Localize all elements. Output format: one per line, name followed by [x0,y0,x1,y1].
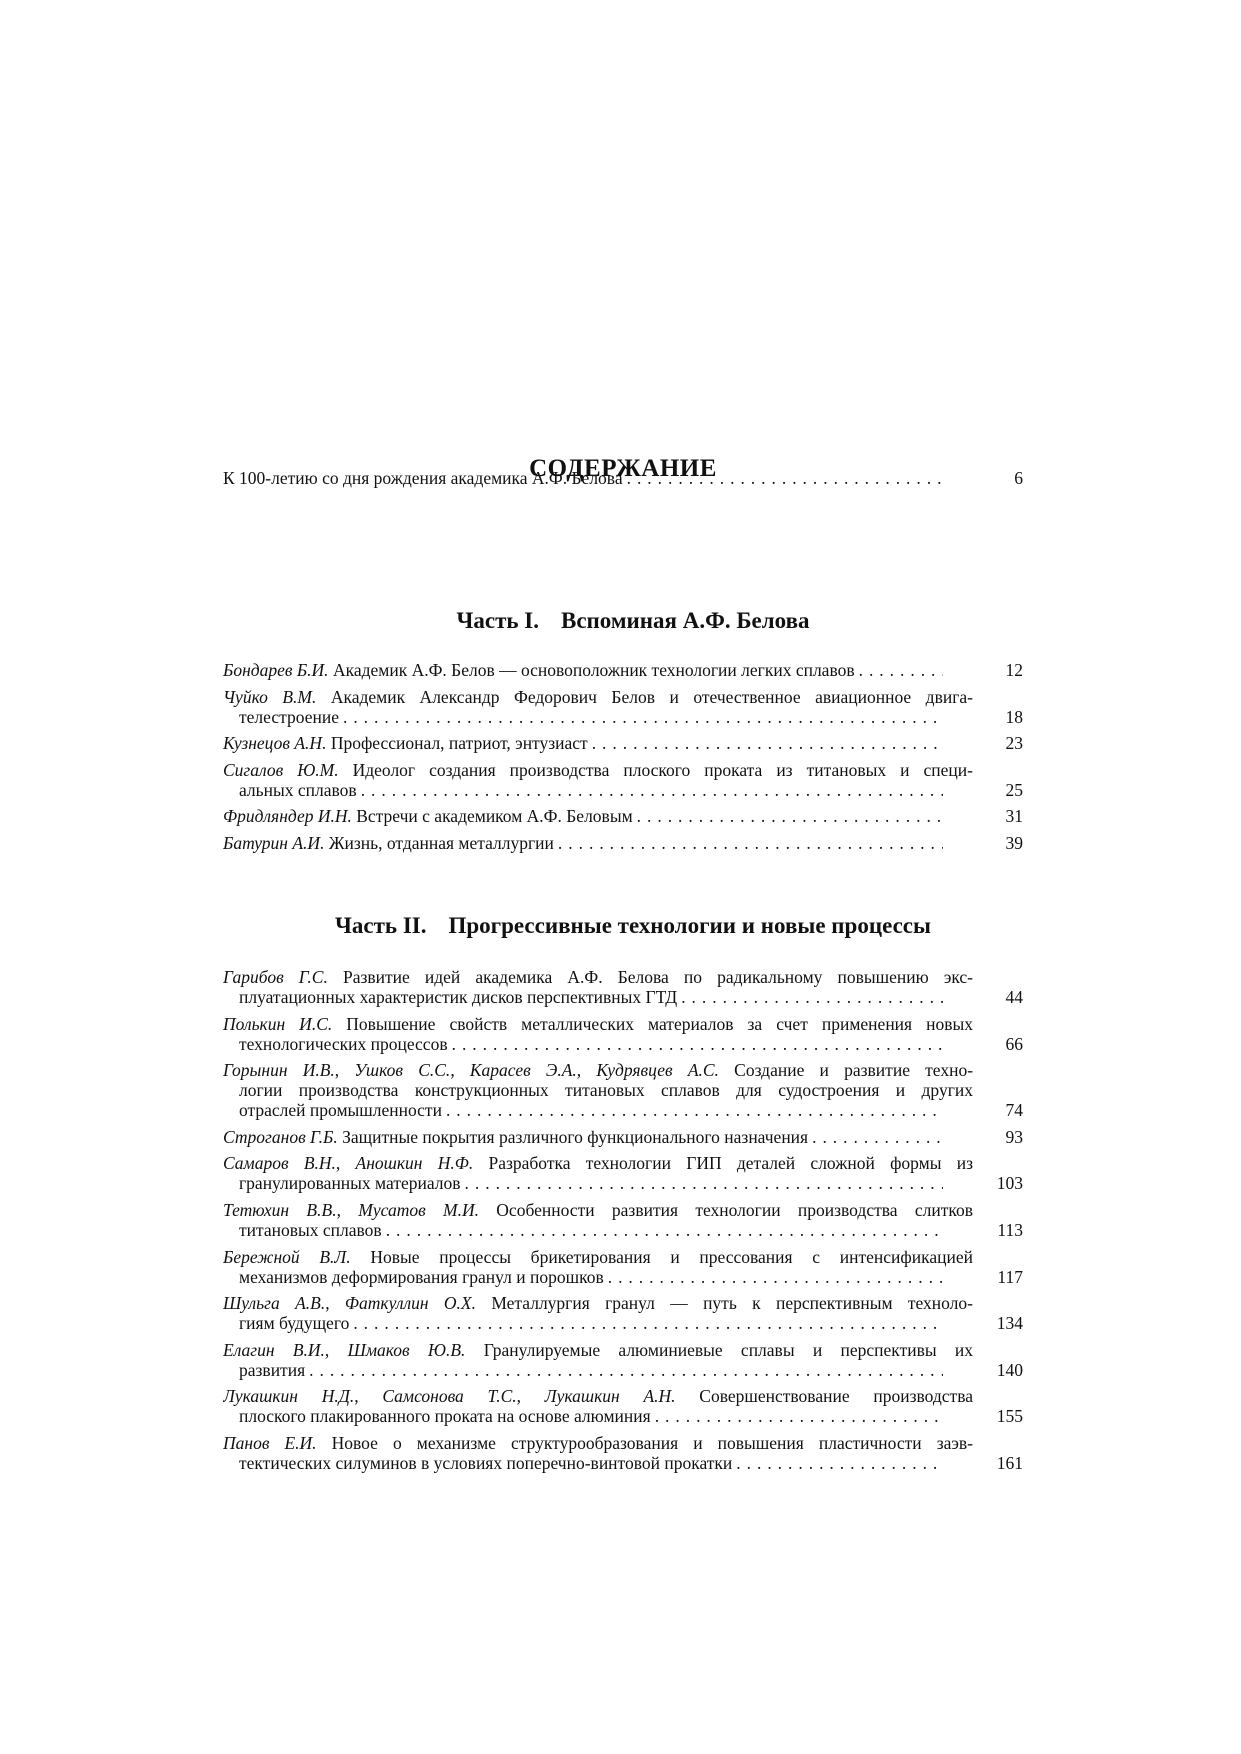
author-name: Сигалов Ю.М. [223,759,339,780]
entry-text [239,707,339,727]
page-number: 6 [1014,468,1023,488]
toc-entry[interactable] [223,687,1023,727]
entry-last-line [223,1100,1023,1120]
entry-title-line: телестроение [239,706,339,727]
entry-last-line [223,707,1023,727]
entry-last-line [223,780,1023,800]
part-heading-2 [223,913,1043,939]
page-number: 66 [1005,1033,1023,1054]
page-number: 74 [1005,1100,1023,1121]
entry-text [223,806,633,826]
page-number: 44 [1005,987,1023,1007]
author-name: Самаров В.Н. [223,1153,336,1174]
entry-text [223,733,588,753]
entry-title-line: плуатационных характеристик дисков перспективных ГТД [239,987,678,1007]
page-number: 103 [996,1173,1023,1194]
part-2-entries [223,967,1023,1480]
entry-title-line: Встречи с академиком А.Ф. Беловым [356,806,633,827]
entry-title-line: гранулированных материалов [239,1173,461,1194]
entry-title-line: Повышение свойств металлических материалов за счет применения новых [346,1013,973,1034]
page-number: 18 [1005,706,1023,727]
entry-text [239,1453,732,1473]
toc-entry[interactable] [223,833,1023,853]
entry-text [239,1360,305,1380]
dot-leader [677,987,943,1007]
author-name: Бондарев Б.И. [223,660,329,680]
entry-title-line: гиям будущего [239,1313,350,1334]
page-number: 140 [996,1359,1023,1380]
entry-title-line: Совершенствование производства [699,1386,973,1407]
entry-title-line: Гранулируемые алюминиевые сплавы и перспективы их [483,1339,973,1360]
entry-last-line [223,833,1023,853]
entry-last-line [223,1360,1023,1380]
dot-leader [808,1127,943,1147]
dot-leader [442,1100,943,1120]
entry-last-line [223,987,1023,1007]
entry-first-line [223,1247,973,1267]
dot-leader [855,660,943,680]
page-number: 161 [996,1452,1023,1473]
entry-middle-line [223,1080,973,1100]
dot-leader [588,733,943,753]
entry-last-line [223,1173,1023,1193]
page-title: СОДЕРЖАНИЕ [529,455,717,482]
author-name: Аношкин Н.Ф. [355,1153,474,1174]
entry-title-line: Создание и развитие техно- [734,1060,973,1081]
dot-leader [732,1453,943,1473]
page-number: 25 [1005,779,1023,800]
entry-last-line [223,1220,1023,1240]
entry-title-line: Особенности развития технологии производства слитков [496,1199,973,1220]
intro-entry[interactable] [223,468,1023,488]
entry-title-line: Развитие идей академика А.Ф. Белова по радикальному повышению экс- [342,967,973,987]
entry-last-line [223,660,1023,680]
entry-last-line [223,1127,1023,1147]
entry-text [223,833,554,853]
toc-entry[interactable] [223,1247,1023,1287]
toc-entry[interactable] [223,1386,1023,1426]
dot-leader [633,806,943,826]
author-name: Тетюхин В.В. [223,1199,337,1220]
entry-first-line [223,967,973,987]
toc-entry[interactable] [223,760,1023,800]
entry-title-line: логии производства конструкционных титановых сплавов для судостроения и других [239,1080,973,1101]
page-number: 113 [997,1219,1023,1240]
entry-title-line: Новые процессы брикетирования и прессования с интенсификацией [370,1246,973,1267]
dot-leader [651,1406,943,1426]
dot-leader [339,707,943,727]
author-name: Елагин В.И. [223,1339,325,1360]
entry-title-line: тектических силуминов в условиях поперечно-винтовой прокатки [239,1452,733,1473]
part-heading-1 [223,608,1043,634]
part-number: Часть II. [335,913,427,938]
entry-title: К 100-летию со дня рождения академика А.Ф. Белова [223,468,623,488]
page-number: 39 [1005,832,1023,853]
entry-first-line [223,760,973,780]
entry-last-line [223,1406,1023,1426]
entry-title-line: Металлургия гранул — путь к перспективным техноло- [491,1293,973,1314]
entry-first-line: Горынин И.В., Ушков С.С., Карасев Э.А., Кудрявцев А.С. Создание и развитие техно- [223,1060,973,1081]
entry-first-line: Лукашкин Н.Д., Самсонова Т.С., Лукашкин А.Н. Совершенствование производства [223,1386,973,1407]
entry-title-line: развития [239,1359,306,1380]
author-name: Лукашкин Н.Д. [223,1386,355,1407]
entry-first-line: Тетюхин В.В., Мусатов М.И. Особенности развития технологии производства слитков [223,1199,973,1220]
author-name: Шмаков Ю.В. [347,1339,466,1360]
entry-title-line: Жизнь, отданная металлургии [328,832,554,853]
author-name: Кудрявцев А.С. [596,1060,719,1081]
entry-title-line: отраслей промышленности [239,1100,442,1121]
toc-entry[interactable] [223,660,1023,680]
page-number: 93 [1005,1126,1023,1147]
author-name: Фаткуллин О.Х. [344,1293,476,1314]
entry-title-line: Разработка технологии ГИП деталей сложной формы из [488,1153,973,1174]
entry-text [239,987,677,1007]
entry-title-line: титановых сплавов [239,1219,382,1240]
entry-title-line: альных сплавов [239,779,357,800]
entry-title-line: Идеолог создания производства плоского проката из титановых и специ- [352,759,973,780]
page-number: 117 [997,1266,1023,1287]
author-name: Панов Е.И. [223,1432,317,1453]
entry-text [239,780,357,800]
entry-title-line: Новое о механизме структурообразования и повышения пластичности заэв- [331,1432,973,1453]
entry-first-line: Елагин В.И., Шмаков Ю.В. Гранулируемые алюминиевые сплавы и перспективы их [223,1339,973,1360]
toc-entry[interactable] [223,1293,1023,1333]
page-number: 155 [996,1406,1023,1427]
entry-text [223,1127,808,1147]
page-number: 31 [1005,806,1023,827]
author-name: Строганов Г.Б. [223,1126,338,1147]
dot-leader [357,780,943,800]
entry-text [239,1313,349,1333]
dot-leader [554,833,943,853]
author-name: Кузнецов А.Н. [223,733,327,754]
dot-leader [305,1360,943,1380]
author-name: Горынин И.В. [223,1060,335,1081]
entry-text [239,1173,461,1193]
toc-entry[interactable] [223,1060,1023,1120]
entry-last-line [223,1034,1023,1054]
entry-text [239,1267,604,1287]
toc-entry[interactable] [223,806,1023,826]
entry-title-line: Профессионал, патриот, энтузиаст [330,733,588,754]
part-name: Вспоминая А.Ф. Белова [560,608,810,633]
entry-text [239,1406,651,1426]
dot-leader [461,1173,943,1193]
author-name: Полькин И.С. [223,1013,333,1034]
entry-text [223,660,855,680]
entry-title-line: Академик Александр Федорович Белов и отечественное авиационное двига- [330,686,973,707]
entry-first-line: Шульга А.В., Фаткуллин О.Х. Металлургия гранул — путь к перспективным техноло- [223,1293,973,1314]
entry-text [239,1100,442,1120]
entry-first-line [223,1433,973,1453]
toc-entry[interactable] [223,1200,1023,1240]
entry-title-line: механизмов деформирования гранул и порошков [239,1266,604,1287]
dot-leader [623,468,943,488]
dot-leader [604,1267,943,1287]
page-number: 12 [1005,660,1023,680]
entry-last-line [223,1267,1023,1287]
part-1-entries [223,660,1023,860]
entry-first-line: Самаров В.Н., Аношкин Н.Ф. Разработка технологии ГИП деталей сложной формы из [223,1153,973,1174]
entry-text [239,1034,448,1054]
entry-first-line [223,687,973,707]
author-name: Гарибов Г.С. [223,967,328,987]
toc-entry[interactable] [223,1340,1023,1380]
toc-entry[interactable] [223,967,1023,1007]
entry-title-line: Защитные покрытия различного функционального назначения [342,1126,809,1147]
toc-entry[interactable] [223,1153,1023,1193]
author-name: Самсонова Т.С. [382,1386,517,1407]
toc-entry[interactable] [223,1014,1023,1054]
entry-last-line [223,1453,1023,1473]
page-number: 134 [996,1313,1023,1334]
entry-title-line: технологических процессов [239,1033,448,1054]
dot-leader [382,1220,943,1240]
author-name: Чуйко В.М. [223,686,317,707]
entry-last-line [223,1313,1023,1333]
page-number: 23 [1005,733,1023,754]
entry-first-line [223,1014,973,1034]
part-name: Прогрессивные технологии и новые процессы [448,913,931,938]
author-name: Лукашкин А.Н. [544,1386,676,1407]
entry-text [239,1220,382,1240]
toc-entry[interactable] [223,733,1023,753]
author-name: Бережной В.Л. [223,1246,351,1267]
entry-title-line: плоского плакированного проката на основе алюминия [239,1406,651,1427]
author-name: Шульга А.В. [223,1293,326,1314]
dot-leader [448,1034,943,1054]
part-number: Часть I. [456,608,539,633]
entry-last-line [223,806,1023,826]
toc-entry[interactable] [223,1433,1023,1473]
author-name: Батурин А.И. [223,832,325,853]
entry-last-line [223,733,1023,753]
author-name: Карасев Э.А. [469,1060,577,1081]
dot-leader [349,1313,943,1333]
author-name: Мусатов М.И. [358,1199,479,1220]
author-name: Фридляндер И.Н. [223,806,352,827]
author-name: Ушков С.С. [354,1060,451,1081]
entry-title-line: Академик А.Ф. Белов — основоположник технологии легких сплавов [332,660,855,680]
toc-entry[interactable] [223,1127,1023,1147]
